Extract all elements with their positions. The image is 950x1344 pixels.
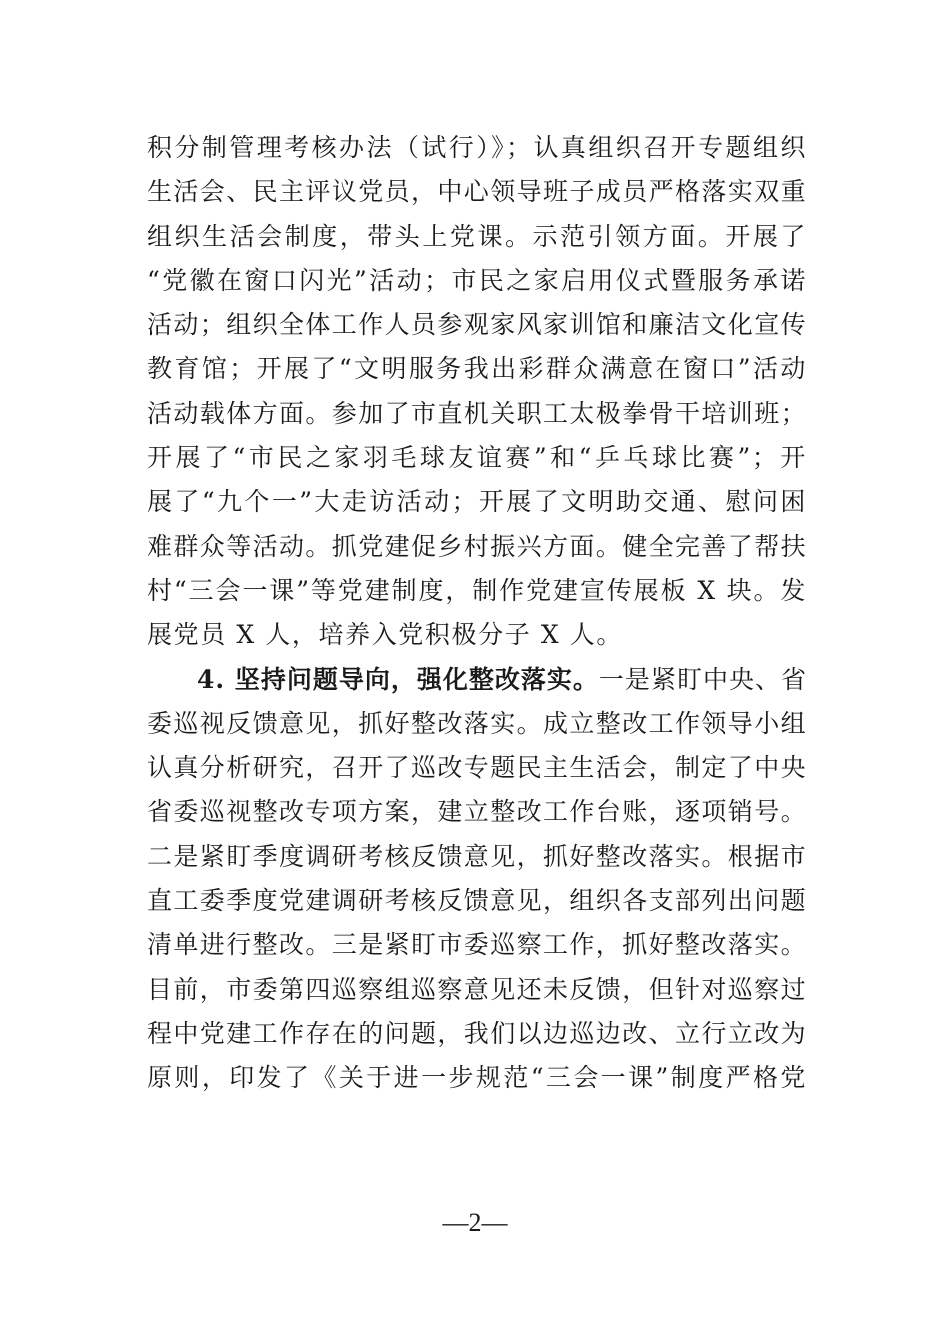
text-line: 省委巡视整改专项方案，建立整改工作台账，逐项销号。: [147, 797, 807, 827]
text-line: 二是紧盯季度调研考核反馈意见，抓好整改落实。根据市: [147, 841, 807, 871]
text-line-first: [147, 658, 807, 702]
text-line: 直工委季度党建调研考核反馈意见，组织各支部列出问题: [147, 886, 807, 916]
text-line: 目前，市委第四巡察组巡察意见还未反馈，但针对巡察过: [147, 974, 807, 1004]
text-line: 难群众等活动。抓党建促乡村振兴方面。健全完善了帮扶: [147, 531, 807, 561]
text-line: 活动；组织全体工作人员参观家风家训馆和廉洁文化宣传: [147, 310, 807, 340]
text-line: 展党员 X 人，培养入党积极分子 X 人。: [147, 620, 623, 650]
text-line: 教育馆；开展了“文明服务我出彩群众满意在窗口”活动: [147, 354, 807, 384]
text-line: 清单进行整改。三是紧盯市委巡察工作，抓好整改落实。: [147, 930, 807, 960]
text-line: 原则，印发了《关于进一步规范“三会一课”制度严格党: [147, 1063, 807, 1093]
text-line: “党徽在窗口闪光”活动；市民之家启用仪式暨服务承诺: [147, 265, 807, 295]
paragraph-activities: [147, 126, 807, 658]
text-line: 开展了“市民之家羽毛球友谊赛”和“乒乓球比赛”；开: [147, 443, 807, 473]
text-line: 村“三会一课”等党建制度，制作党建宣传展板 X 块。发: [147, 575, 807, 605]
text-line: 积分制管理考核办法（试行）》；认真组织召开专题组织: [147, 133, 807, 162]
heading-rest-text: 一是紧盯中央、省: [598, 664, 807, 694]
section-heading: 4. 坚持问题导向，强化整改落实。: [197, 664, 599, 694]
page-number: —2—: [442, 1208, 508, 1237]
text-line: 生活会、民主评议党员，中心领导班子成员严格落实双重: [147, 177, 807, 207]
text-line: 程中党建工作存在的问题，我们以边巡边改、立行立改为: [147, 1018, 807, 1048]
text-line: 展了“九个一”大走访活动；开展了文明助交通、慰问困: [147, 487, 807, 517]
body-text: [147, 126, 807, 1101]
paragraph-rectification: [147, 658, 807, 1101]
text-line: 委巡视反馈意见，抓好整改落实。成立整改工作领导小组: [147, 708, 807, 738]
text-line: 组织生活会制度，带头上党课。示范引领方面。开展了: [147, 221, 807, 251]
text-line: 活动载体方面。参加了市直机关职工太极拳骨干培训班；: [147, 398, 807, 428]
text-line: 认真分析研究，召开了巡改专题民主生活会，制定了中央: [147, 753, 807, 783]
